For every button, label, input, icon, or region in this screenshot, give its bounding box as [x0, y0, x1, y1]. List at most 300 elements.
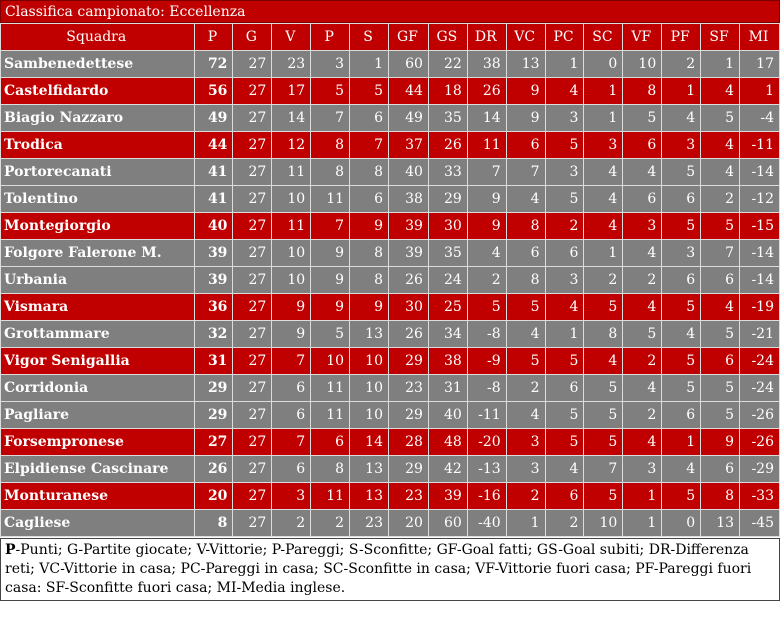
column-header: VC — [507, 24, 545, 50]
team-name: Trodica — [1, 132, 194, 158]
stat-cell: 3 — [507, 456, 545, 482]
stat-cell: 10 — [584, 510, 622, 536]
stat-cell: 9 — [272, 321, 310, 347]
column-header: MI — [740, 24, 779, 50]
stat-cell: -29 — [740, 456, 779, 482]
stat-cell: -14 — [740, 267, 779, 293]
stat-cell: 3 — [546, 105, 584, 131]
stat-cell: 3 — [546, 159, 584, 185]
stat-cell: 6 — [546, 375, 584, 401]
stat-cell: 4 — [546, 78, 584, 104]
stat-cell: 35 — [429, 105, 467, 131]
stat-cell: 5 — [662, 294, 700, 320]
team-name: Tolentino — [1, 186, 194, 212]
stat-cell: 29 — [389, 348, 428, 374]
stat-cell: 27 — [233, 105, 271, 131]
stat-cell: 38 — [389, 186, 428, 212]
stat-cell: 17 — [740, 51, 779, 77]
stat-cell: 10 — [350, 348, 388, 374]
stat-cell: 8 — [507, 213, 545, 239]
stat-cell: 34 — [429, 321, 467, 347]
team-name: Biagio Nazzaro — [1, 105, 194, 131]
stat-cell: 8 — [350, 240, 388, 266]
points-cell: 39 — [195, 240, 233, 266]
table-row — [1, 321, 779, 347]
stat-cell: 26 — [468, 78, 506, 104]
stat-cell: 9 — [701, 429, 739, 455]
stat-cell: 6 — [546, 483, 584, 509]
stat-cell: 26 — [429, 132, 467, 158]
stat-cell: 4 — [701, 294, 739, 320]
stat-cell: 7 — [272, 348, 310, 374]
stat-cell: -24 — [740, 348, 779, 374]
stat-cell: 29 — [429, 186, 467, 212]
team-name: Pagliare — [1, 402, 194, 428]
team-name: Urbania — [1, 267, 194, 293]
stat-cell: 26 — [389, 267, 428, 293]
stat-cell: 8 — [311, 132, 349, 158]
stat-cell: 5 — [546, 348, 584, 374]
stat-cell: 10 — [272, 267, 310, 293]
stat-cell: 6 — [701, 267, 739, 293]
stat-cell: 11 — [468, 132, 506, 158]
stat-cell: 4 — [662, 105, 700, 131]
column-header: GS — [429, 24, 467, 50]
stat-cell: 1 — [350, 51, 388, 77]
stat-cell: 4 — [701, 132, 739, 158]
table-row — [1, 456, 779, 482]
stat-cell: 3 — [546, 267, 584, 293]
stat-cell: 49 — [389, 105, 428, 131]
stat-cell: -26 — [740, 429, 779, 455]
stat-cell: 27 — [233, 51, 271, 77]
stat-cell: 6 — [662, 267, 700, 293]
stat-cell: 27 — [233, 186, 271, 212]
stat-cell: -13 — [468, 456, 506, 482]
stat-cell: 1 — [546, 51, 584, 77]
stat-cell: 10 — [272, 240, 310, 266]
points-cell: 39 — [195, 267, 233, 293]
column-header: P — [195, 24, 233, 50]
header-row — [1, 24, 779, 50]
stat-cell: 11 — [272, 213, 310, 239]
stat-cell: -21 — [740, 321, 779, 347]
stat-cell: 27 — [233, 240, 271, 266]
team-name: Monturanese — [1, 483, 194, 509]
stat-cell: 2 — [272, 510, 310, 536]
stat-cell: 27 — [233, 213, 271, 239]
stat-cell: 5 — [701, 105, 739, 131]
stat-cell: 8 — [623, 78, 661, 104]
stat-cell: 8 — [350, 159, 388, 185]
table-row — [1, 132, 779, 158]
stat-cell: 24 — [429, 267, 467, 293]
stat-cell: 9 — [468, 213, 506, 239]
points-cell: 49 — [195, 105, 233, 131]
stat-cell: 6 — [350, 105, 388, 131]
stat-cell: 2 — [701, 186, 739, 212]
points-cell: 27 — [195, 429, 233, 455]
stat-cell: 60 — [389, 51, 428, 77]
stat-cell: 27 — [233, 159, 271, 185]
stat-cell: 3 — [623, 456, 661, 482]
stat-cell: 27 — [233, 429, 271, 455]
points-cell: 31 — [195, 348, 233, 374]
stat-cell: 29 — [389, 402, 428, 428]
stat-cell: 5 — [701, 375, 739, 401]
stat-cell: 5 — [546, 402, 584, 428]
stat-cell: 2 — [623, 402, 661, 428]
stat-cell: -45 — [740, 510, 779, 536]
table-row — [1, 213, 779, 239]
stat-cell: 8 — [701, 483, 739, 509]
stat-cell: 25 — [429, 294, 467, 320]
stat-cell: 9 — [311, 294, 349, 320]
stat-cell: 5 — [507, 294, 545, 320]
stat-cell: -40 — [468, 510, 506, 536]
team-name: Forsempronese — [1, 429, 194, 455]
column-header: S — [350, 24, 388, 50]
stat-cell: 10 — [272, 186, 310, 212]
table-row — [1, 186, 779, 212]
stat-cell: 7 — [507, 159, 545, 185]
stat-cell: 7 — [272, 429, 310, 455]
team-name: Portorecanati — [1, 159, 194, 185]
stat-cell: 18 — [429, 78, 467, 104]
stat-cell: 5 — [623, 321, 661, 347]
stat-cell: 10 — [623, 51, 661, 77]
stat-cell: 37 — [389, 132, 428, 158]
points-cell: 26 — [195, 456, 233, 482]
table-row — [1, 51, 779, 77]
stat-cell: 4 — [507, 402, 545, 428]
stat-cell: 39 — [429, 483, 467, 509]
stat-cell: 11 — [311, 483, 349, 509]
stat-cell: 4 — [546, 294, 584, 320]
stat-cell: 3 — [662, 132, 700, 158]
stat-cell: 35 — [429, 240, 467, 266]
points-cell: 20 — [195, 483, 233, 509]
stat-cell: 38 — [429, 348, 467, 374]
stat-cell: 5 — [662, 348, 700, 374]
stat-cell: 4 — [584, 159, 622, 185]
stat-cell: 6 — [701, 348, 739, 374]
stat-cell: 4 — [468, 240, 506, 266]
table-row — [1, 348, 779, 374]
stat-cell: 9 — [507, 105, 545, 131]
team-name: Grottammare — [1, 321, 194, 347]
stat-cell: 13 — [507, 51, 545, 77]
stat-cell: 23 — [389, 375, 428, 401]
stat-cell: 6 — [272, 402, 310, 428]
stat-cell: 10 — [350, 402, 388, 428]
stat-cell: 1 — [623, 483, 661, 509]
stat-cell: 4 — [662, 321, 700, 347]
standings-table — [0, 23, 780, 537]
stat-cell: 1 — [662, 429, 700, 455]
stat-cell: 4 — [662, 456, 700, 482]
stat-cell: 48 — [429, 429, 467, 455]
stat-cell: 5 — [623, 105, 661, 131]
points-cell: 41 — [195, 186, 233, 212]
legend-lead: P — [5, 542, 16, 558]
table-row — [1, 402, 779, 428]
stat-cell: 4 — [623, 375, 661, 401]
stat-cell: 3 — [507, 429, 545, 455]
stat-cell: 6 — [662, 186, 700, 212]
stat-cell: 7 — [584, 456, 622, 482]
stat-cell: 27 — [233, 321, 271, 347]
stat-cell: 5 — [546, 186, 584, 212]
stat-cell: -14 — [740, 159, 779, 185]
team-name: Cagliese — [1, 510, 194, 536]
team-name: Vigor Senigallia — [1, 348, 194, 374]
stat-cell: -16 — [468, 483, 506, 509]
table-row — [1, 429, 779, 455]
stat-cell: -4 — [740, 105, 779, 131]
stat-cell: -8 — [468, 375, 506, 401]
stat-cell: 5 — [311, 321, 349, 347]
stat-cell: 9 — [468, 186, 506, 212]
stat-cell: 13 — [350, 483, 388, 509]
team-name: Montegiorgio — [1, 213, 194, 239]
stat-cell: 6 — [272, 456, 310, 482]
stat-cell: 4 — [507, 186, 545, 212]
stat-cell: 9 — [272, 294, 310, 320]
stat-cell: 7 — [311, 213, 349, 239]
column-header: PF — [662, 24, 700, 50]
stat-cell: 4 — [701, 159, 739, 185]
stat-cell: 5 — [701, 213, 739, 239]
stat-cell: 5 — [662, 213, 700, 239]
stat-cell: 11 — [311, 375, 349, 401]
stat-cell: -26 — [740, 402, 779, 428]
stat-cell: 27 — [233, 78, 271, 104]
stat-cell: 42 — [429, 456, 467, 482]
stat-cell: 6 — [507, 132, 545, 158]
table-caption: Classifica campionato: Eccellenza — [0, 0, 780, 23]
stat-cell: 27 — [233, 456, 271, 482]
stat-cell: 27 — [233, 132, 271, 158]
stat-cell: 2 — [584, 267, 622, 293]
stat-cell: 39 — [389, 240, 428, 266]
legend-text: -Punti; G-Partite giocate; V-Vittorie; P-Pareggi; S-Sconfitte; GF-Goal fatti; GS-Goal subiti; DR-Differenza reti; VC-Vittorie in casa; PC-Pareggi in casa; SC-Sconfitte in casa; VF-Vittorie fuori casa; PF-Pareggi fuori casa: SF-Sconfitte fuori casa; MI-Media inglese. — [5, 542, 752, 596]
stat-cell: -19 — [740, 294, 779, 320]
table-body — [1, 51, 779, 536]
table-header — [1, 24, 779, 50]
stat-cell: 6 — [546, 240, 584, 266]
stat-cell: 30 — [429, 213, 467, 239]
legend — [0, 538, 780, 601]
stat-cell: 1 — [584, 105, 622, 131]
stat-cell: 0 — [584, 51, 622, 77]
stat-cell: 27 — [233, 375, 271, 401]
stat-cell: 11 — [311, 186, 349, 212]
stat-cell: 2 — [507, 483, 545, 509]
stat-cell: 27 — [233, 267, 271, 293]
stat-cell: 1 — [701, 51, 739, 77]
stat-cell: 11 — [311, 402, 349, 428]
table-row — [1, 240, 779, 266]
stat-cell: 14 — [468, 105, 506, 131]
stat-cell: 0 — [662, 510, 700, 536]
column-header: P — [311, 24, 349, 50]
points-cell: 56 — [195, 78, 233, 104]
stat-cell: -15 — [740, 213, 779, 239]
points-cell: 8 — [195, 510, 233, 536]
table-row — [1, 159, 779, 185]
stat-cell: 8 — [507, 267, 545, 293]
table-row — [1, 375, 779, 401]
column-header: G — [233, 24, 271, 50]
stat-cell: 44 — [389, 78, 428, 104]
stat-cell: 3 — [584, 132, 622, 158]
stat-cell: 1 — [623, 510, 661, 536]
stat-cell: 4 — [584, 213, 622, 239]
points-cell: 29 — [195, 375, 233, 401]
team-name: Castelfidardo — [1, 78, 194, 104]
stat-cell: 26 — [389, 321, 428, 347]
stat-cell: 3 — [311, 51, 349, 77]
stat-cell: 27 — [233, 294, 271, 320]
stat-cell: 7 — [350, 132, 388, 158]
stat-cell: 6 — [623, 132, 661, 158]
stat-cell: 8 — [311, 159, 349, 185]
stat-cell: 17 — [272, 78, 310, 104]
stat-cell: 7 — [311, 105, 349, 131]
stat-cell: 1 — [584, 78, 622, 104]
stat-cell: 39 — [389, 213, 428, 239]
stat-cell: -11 — [740, 132, 779, 158]
stat-cell: 5 — [468, 294, 506, 320]
stat-cell: 9 — [311, 267, 349, 293]
stat-cell: -11 — [468, 402, 506, 428]
stat-cell: 12 — [272, 132, 310, 158]
stat-cell: 5 — [701, 402, 739, 428]
stat-cell: 29 — [389, 456, 428, 482]
column-header: Squadra — [1, 24, 194, 50]
stat-cell: 23 — [389, 483, 428, 509]
stat-cell: 23 — [350, 510, 388, 536]
table-row — [1, 510, 779, 536]
stat-cell: -20 — [468, 429, 506, 455]
stat-cell: 2 — [662, 51, 700, 77]
stat-cell: 8 — [311, 456, 349, 482]
points-cell: 36 — [195, 294, 233, 320]
column-header: PC — [546, 24, 584, 50]
stat-cell: 5 — [584, 375, 622, 401]
stat-cell: 5 — [507, 348, 545, 374]
column-header: VF — [623, 24, 661, 50]
table-row — [1, 294, 779, 320]
points-cell: 72 — [195, 51, 233, 77]
stat-cell: 5 — [584, 294, 622, 320]
stat-cell: 1 — [584, 240, 622, 266]
stat-cell: 2 — [468, 267, 506, 293]
table-row — [1, 105, 779, 131]
stat-cell: 2 — [507, 375, 545, 401]
stat-cell: 7 — [468, 159, 506, 185]
column-header: V — [272, 24, 310, 50]
table-row — [1, 78, 779, 104]
stat-cell: 6 — [311, 429, 349, 455]
stat-cell: 28 — [389, 429, 428, 455]
stat-cell: 14 — [272, 105, 310, 131]
stat-cell: 6 — [623, 186, 661, 212]
stat-cell: 4 — [507, 321, 545, 347]
stat-cell: 1 — [740, 78, 779, 104]
stat-cell: 4 — [701, 78, 739, 104]
column-header: SF — [701, 24, 739, 50]
stat-cell: 3 — [272, 483, 310, 509]
stat-cell: 1 — [546, 321, 584, 347]
column-header: DR — [468, 24, 506, 50]
stat-cell: -12 — [740, 186, 779, 212]
stat-cell: 5 — [662, 483, 700, 509]
stat-cell: 13 — [350, 456, 388, 482]
stat-cell: 20 — [389, 510, 428, 536]
stat-cell: -24 — [740, 375, 779, 401]
stat-cell: 5 — [701, 321, 739, 347]
stat-cell: 4 — [623, 294, 661, 320]
stat-cell: -8 — [468, 321, 506, 347]
stat-cell: 23 — [272, 51, 310, 77]
stat-cell: 27 — [233, 402, 271, 428]
stat-cell: 40 — [389, 159, 428, 185]
points-cell: 32 — [195, 321, 233, 347]
points-cell: 41 — [195, 159, 233, 185]
stat-cell: 38 — [468, 51, 506, 77]
points-cell: 44 — [195, 132, 233, 158]
team-name: Elpidiense Cascinare — [1, 456, 194, 482]
stat-cell: 10 — [350, 375, 388, 401]
stat-cell: 5 — [662, 159, 700, 185]
stat-cell: 33 — [429, 159, 467, 185]
stat-cell: 5 — [584, 429, 622, 455]
stat-cell: 9 — [311, 240, 349, 266]
stat-cell: 1 — [662, 78, 700, 104]
team-name: Vismara — [1, 294, 194, 320]
stat-cell: 5 — [546, 132, 584, 158]
stat-cell: 31 — [429, 375, 467, 401]
table-row — [1, 267, 779, 293]
column-header: GF — [389, 24, 428, 50]
stat-cell: 22 — [429, 51, 467, 77]
stat-cell: 4 — [623, 159, 661, 185]
column-header: SC — [584, 24, 622, 50]
stat-cell: 14 — [350, 429, 388, 455]
stat-cell: 27 — [233, 510, 271, 536]
stat-cell: 5 — [546, 429, 584, 455]
stat-cell: 5 — [350, 78, 388, 104]
stat-cell: 60 — [429, 510, 467, 536]
stat-cell: 5 — [662, 375, 700, 401]
stat-cell: 3 — [662, 240, 700, 266]
stat-cell: 6 — [701, 456, 739, 482]
stat-cell: 2 — [623, 267, 661, 293]
stat-cell: 9 — [350, 213, 388, 239]
stat-cell: 4 — [546, 456, 584, 482]
stat-cell: 10 — [311, 348, 349, 374]
stat-cell: 1 — [507, 510, 545, 536]
stat-cell: 2 — [311, 510, 349, 536]
stat-cell: 9 — [507, 78, 545, 104]
stat-cell: 27 — [233, 348, 271, 374]
stat-cell: 11 — [272, 159, 310, 185]
stat-cell: 13 — [701, 510, 739, 536]
stat-cell: 6 — [350, 186, 388, 212]
stat-cell: 9 — [350, 294, 388, 320]
